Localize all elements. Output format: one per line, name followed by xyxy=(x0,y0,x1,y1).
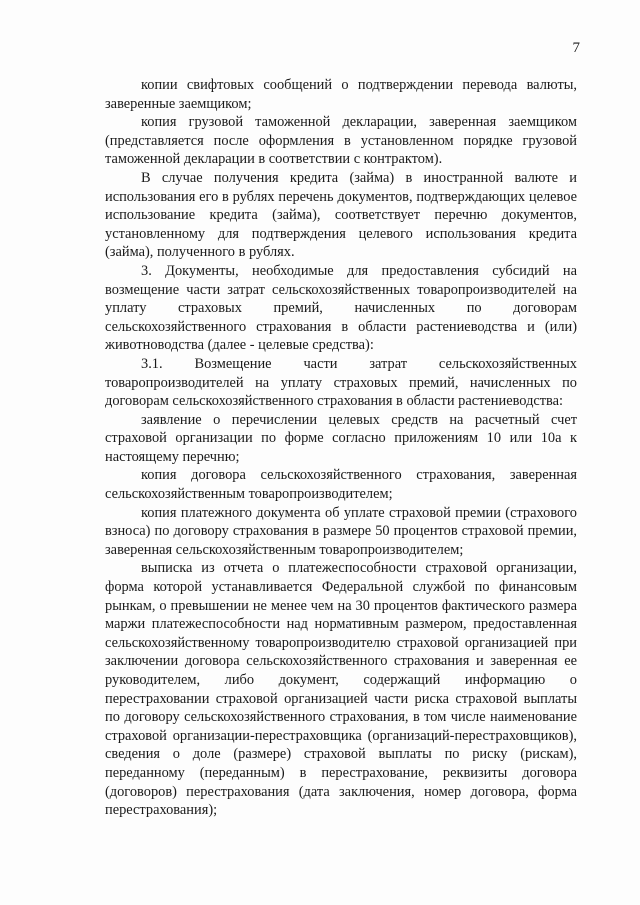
page-number: 7 xyxy=(572,40,580,56)
document-body xyxy=(105,76,577,820)
paragraph: 3.1. Возмещение части затрат сельскохозяйственных товаропроизводителей на уплату страховых премий, начисленных по договорам сельскохозяйственного страхования в области растениеводства: xyxy=(105,355,577,410)
paragraph: копия договора сельскохозяйственного страхования, заверенная сельскохозяйственным товаропроизводителем; xyxy=(105,467,577,503)
paragraph: выписка из отчета о платежеспособности страховой организации, форма которой устанавливается Федеральной службой по финансовым рынкам, о превышении не менее чем на 30 процентов фактического размера маржи платежеспособности над нормативным размером, предоставленная сельскохозяйственному товаропроизводителю страховой организацией при заключении договора сельскохозяйственного страхования и заверенная ее руководителем, либо документ, содержащий информацию о перестраховании страховой организацией части риска страховой выплаты по договору сельскохозяйственного страхования, в том числе наименование страховой организации-перестраховщика (организаций-перестраховщиков), сведения о доле (размере) страховой выплаты по риску (рискам), переданному (переданным) в перестрахование, реквизиты договора (договоров) перестрахования (дата заключения, номер договора, форма перестрахования); xyxy=(105,560,577,819)
paragraph: копия платежного документа об уплате страховой премии (страхового взноса) по договору страхования в размере 50 процентов страховой премии, заверенная сельскохозяйственным товаропроизводителем; xyxy=(105,504,577,558)
paragraph: 3. Документы, необходимые для предоставления субсидий на возмещение части затрат сельскохозяйственных товаропроизводителей на уплату страховых премий, начисленных по договорам сельскохозяйственного страхования в области растениеводства и (или) животноводства (далее - целевые средства): xyxy=(105,262,577,354)
paragraph: копия грузовой таможенной декларации, заверенная заемщиком (представляется после оформления в установленном порядке грузовой таможенной декларации в соответствии с контрактом). xyxy=(105,114,577,168)
paragraph: заявление о перечислении целевых средств на расчетный счет страховой организации по форме согласно приложениям 10 или 10а к настоящему перечню; xyxy=(105,411,577,465)
paragraph: копии свифтовых сообщений о подтверждении перевода валюты, заверенные заемщиком; xyxy=(105,77,577,112)
paragraph: В случае получения кредита (займа) в иностранной валюте и использования его в рублях перечень документов, подтверждающих целевое использование кредита (займа), соответствует перечню документов, установленному для подтверждения целевого использования кредита (займа), полученного в рублях. xyxy=(105,169,577,261)
